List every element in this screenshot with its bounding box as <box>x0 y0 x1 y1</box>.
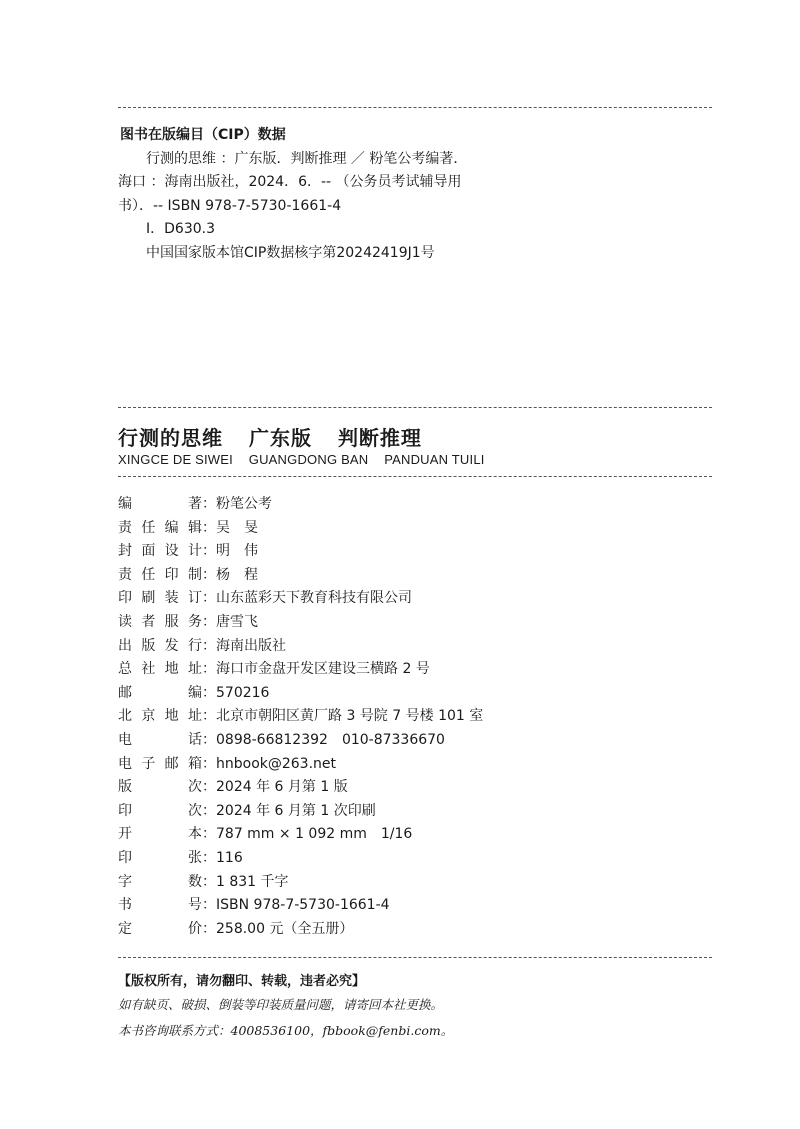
info-label: 北京地址 <box>118 708 202 725</box>
info-label: 封面设计 <box>118 543 202 560</box>
info-value: 1 831 千字 <box>216 873 289 890</box>
info-row <box>118 635 483 659</box>
cip-line: 行测的思维 ：广东版．判断推理 ／ 粉笔公考编著． <box>146 150 468 167</box>
info-value: 787 mm × 1 092 mm 1/16 <box>216 826 413 843</box>
book-title-part: 判断推理 <box>337 426 422 450</box>
info-colon: ： <box>202 590 216 607</box>
info-colon: ： <box>202 684 216 701</box>
info-colon: ： <box>202 873 216 890</box>
info-row <box>118 705 483 729</box>
info-label: 读者服务 <box>118 613 202 630</box>
cip-block <box>120 124 720 265</box>
bottom-divider <box>118 957 712 958</box>
info-row <box>118 918 483 942</box>
info-colon: ： <box>202 708 216 725</box>
pinyin-part: XINGCE DE SIWEI <box>118 452 233 467</box>
cip-line: 海口 ：海南出版社，2024．6．-- （公务员考试辅导用 <box>118 174 462 190</box>
title-underline <box>118 476 712 477</box>
info-value: 116 <box>216 849 243 866</box>
info-value: 唐雪飞 <box>216 613 258 630</box>
info-row <box>118 517 483 541</box>
info-colon: ： <box>202 755 216 772</box>
info-label: 电话 <box>118 731 202 748</box>
info-colon: ： <box>202 566 216 583</box>
info-label: 开本 <box>118 826 202 843</box>
info-colon: ： <box>202 637 216 654</box>
info-row <box>118 800 483 824</box>
info-colon: ： <box>202 519 216 536</box>
info-colon: ： <box>202 802 216 819</box>
info-value: 海口市金盘开发区建设三横路 2 号 <box>216 661 430 678</box>
info-value: 2024 年 6 月第 1 版 <box>216 779 348 796</box>
cip-line: Ⅰ．D630.3 <box>146 221 215 237</box>
info-row <box>118 729 483 753</box>
publication-info <box>118 493 483 941</box>
info-label: 字数 <box>118 873 202 890</box>
cip-title: 图书在版编目（CIP）数据 <box>120 127 286 143</box>
middle-divider <box>118 407 712 408</box>
book-title <box>118 422 440 451</box>
copyright-notice: 【版权所有，请勿翻印、转载，违者必究】 <box>118 974 366 989</box>
info-value: 吴 旻 <box>216 519 258 536</box>
info-row <box>118 611 483 635</box>
info-row <box>118 776 483 800</box>
info-row <box>118 753 483 777</box>
info-label: 定价 <box>118 920 202 937</box>
book-title-part: 行测的思维 <box>118 426 223 450</box>
top-divider <box>118 107 712 108</box>
info-row <box>118 493 483 517</box>
info-label: 责任印制 <box>118 566 202 583</box>
info-value: 海南出版社 <box>216 637 286 654</box>
book-title-pinyin <box>118 452 497 467</box>
info-row <box>118 847 483 871</box>
info-colon: ： <box>202 849 216 866</box>
info-row <box>118 894 483 918</box>
info-value: 粉笔公考 <box>216 496 272 512</box>
info-row <box>118 564 483 588</box>
info-label: 印刷装订 <box>118 590 202 607</box>
info-colon: ： <box>202 731 216 748</box>
cip-line: 书）．-- ISBN 978-7-5730-1661-4 <box>118 197 342 214</box>
pinyin-part: GUANGDONG BAN <box>248 452 369 467</box>
info-label: 编著 <box>118 496 202 512</box>
contact-info: 本书咨询联系方式：4008536100，fbbook@fenbi.com。 <box>118 1023 454 1038</box>
info-label: 书号 <box>118 897 202 914</box>
info-row <box>118 823 483 847</box>
info-value: 山东蓝彩天下教育科技有限公司 <box>216 590 412 607</box>
info-label: 电子邮箱 <box>118 755 202 772</box>
book-title-part: 广东版 <box>248 426 312 450</box>
pinyin-part: PANDUAN TUILI <box>384 452 485 467</box>
info-value: hnbook@263.net <box>216 755 337 772</box>
info-value: 258.00 元（全五册） <box>216 920 354 937</box>
info-row <box>118 658 483 682</box>
info-row <box>118 540 483 564</box>
info-colon: ： <box>202 779 216 796</box>
return-policy: 如有缺页、破损、倒装等印装质量问题，请寄回本社更换。 <box>118 997 444 1012</box>
info-value: 570216 <box>216 684 270 701</box>
info-label: 版次 <box>118 779 202 796</box>
info-value: 明 伟 <box>216 543 258 560</box>
info-row <box>118 871 483 895</box>
info-value: 0898-66812392 010-87336670 <box>216 731 445 748</box>
info-label: 出版发行 <box>118 637 202 654</box>
info-colon: ： <box>202 897 216 914</box>
info-value: ISBN 978-7-5730-1661-4 <box>216 897 390 914</box>
info-value: 2024 年 6 月第 1 次印刷 <box>216 802 376 819</box>
info-row <box>118 682 483 706</box>
info-colon: ： <box>202 661 216 678</box>
info-colon: ： <box>202 920 216 937</box>
info-label: 印次 <box>118 802 202 819</box>
info-row <box>118 587 483 611</box>
info-label: 印张 <box>118 849 202 866</box>
info-value: 北京市朝阳区黄厂路 3 号院 7 号楼 101 室 <box>216 708 484 725</box>
cip-line: 中国国家版本馆CIP数据核字第20242419J1号 <box>146 244 435 261</box>
info-value: 杨 程 <box>216 566 258 583</box>
info-colon: ： <box>202 826 216 843</box>
info-colon: ： <box>202 543 216 560</box>
info-label: 邮编 <box>118 684 202 701</box>
info-colon: ： <box>202 613 216 630</box>
info-colon: ： <box>202 496 216 512</box>
info-label: 责任编辑 <box>118 519 202 536</box>
info-label: 总社地址 <box>118 661 202 678</box>
